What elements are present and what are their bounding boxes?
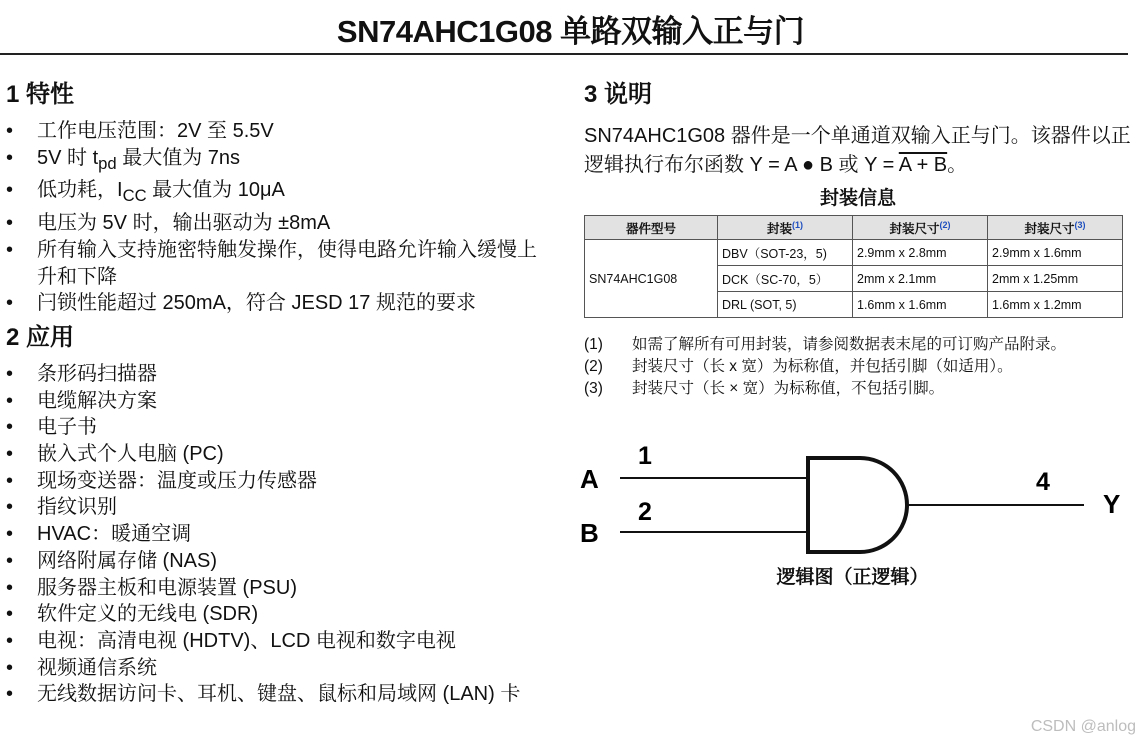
part-number-cell: SN74AHC1G08 xyxy=(585,240,718,318)
left-column xyxy=(6,78,546,712)
table-cell: 2mm x 1.25mm xyxy=(988,266,1123,292)
application-item: • 现场变送器：温度或压力传感器 xyxy=(6,468,546,495)
features-list xyxy=(6,118,546,317)
feature-item: • 闩锁性能超过 250mA，符合 JESD 17 规范的要求 xyxy=(6,290,546,317)
table-cell: 1.6mm x 1.2mm xyxy=(988,292,1123,318)
table-cell: 1.6mm x 1.6mm xyxy=(853,292,988,318)
diagram-caption: 逻辑图（正逻辑） xyxy=(776,567,929,588)
application-item: • 条形码扫描器 xyxy=(6,361,546,388)
overline-expression: A + B xyxy=(898,154,948,176)
header-body-size: 封装尺寸$^{(3)}$ xyxy=(988,216,1123,240)
input-b-label: B xyxy=(580,518,599,548)
description-body: SN74AHC1G08 器件是一个单通道双输入正与门。该器件以正逻辑执行布尔函数 Y = A ● B 或 Y = xyxy=(584,125,1131,176)
table-cell: 2.9mm x 2.8mm xyxy=(853,240,988,266)
application-item: • 网络附属存储 (NAS) xyxy=(6,548,546,575)
table-note: (2) 封装尺寸（长 x 宽）为标称值，并包括引脚（如适用）。 xyxy=(584,358,1013,375)
table-header-row xyxy=(585,216,1123,240)
table-note: (3) 封装尺寸（长 × 宽）为标称值，不包括引脚。 xyxy=(584,380,945,397)
application-item: • 指纹识别 xyxy=(6,494,546,521)
application-item: • 电缆解决方案 xyxy=(6,388,546,415)
applications-heading: 2 应用 xyxy=(6,323,75,351)
table-cell: DRL (SOT, 5) xyxy=(718,292,853,318)
application-item: • 服务器主板和电源装置 (PSU) xyxy=(6,575,546,602)
table-note: (1) 如需了解所有可用封装，请参阅数据表末尾的可订购产品附录。 xyxy=(584,336,1067,353)
table-cell: DBV（SOT-23，5) xyxy=(718,240,853,266)
application-item: • 软件定义的无线电 (SDR) xyxy=(6,601,546,628)
application-item: • 无线数据访问卡、耳机、键盘、鼠标和局域网 (LAN) 卡 xyxy=(6,681,546,708)
description-text xyxy=(584,122,1132,180)
header-package: 封装$^{(1)}$ xyxy=(718,216,853,240)
features-heading: 1 特性 xyxy=(6,81,75,108)
header-part-number: 器件型号 xyxy=(585,216,718,240)
title-divider xyxy=(0,53,1128,55)
pin-2-label: 2 xyxy=(638,498,652,526)
table-notes xyxy=(584,334,1132,400)
input-a-label: A xyxy=(580,464,599,494)
feature-item: • 低功耗，$I_{CC}$ 最大值为 10μA xyxy=(6,177,546,210)
description-end: 。 xyxy=(947,154,968,176)
application-item: • 嵌入式个人电脑 (PC) xyxy=(6,441,546,468)
table-cell: DCK（SC-70，5） xyxy=(718,266,853,292)
application-item: • 电子书 xyxy=(6,414,546,441)
package-table-title: 封装信息 xyxy=(819,188,896,209)
table-row xyxy=(585,240,1123,266)
watermark: CSDN @anlog xyxy=(1030,718,1136,735)
feature-item: • 电压为 5V 时，输出驱动为 ±8mA xyxy=(6,210,546,237)
feature-item: • 5V 时 $t_{pd}$ 最大值为 7ns xyxy=(6,145,546,178)
applications-list xyxy=(6,361,546,708)
feature-item: • 工作电压范围：2V 至 5.5V xyxy=(6,118,546,145)
header-package-size: 封装尺寸$^{(2)}$ xyxy=(853,216,988,240)
application-item: • HVAC：暖通空调 xyxy=(6,521,546,548)
page-title: SN74AHC1G08 单路双输入正与门 xyxy=(336,14,805,49)
pin-4-label: 4 xyxy=(1036,468,1050,496)
description-heading: 3 说明 xyxy=(584,81,653,108)
right-column xyxy=(584,78,1132,400)
package-table xyxy=(584,215,1123,318)
feature-item: • 所有输入支持施密特触发操作，使得电路允许输入缓慢上升和下降 xyxy=(6,237,546,290)
application-item: • 电视：高清电视 (HDTV)、LCD 电视和数字电视 xyxy=(6,628,546,655)
pin-1-label: 1 xyxy=(638,442,652,470)
and-gate-symbol xyxy=(808,458,907,552)
table-cell: 2mm x 2.1mm xyxy=(853,266,988,292)
table-cell: 2.9mm x 1.6mm xyxy=(988,240,1123,266)
application-item: • 视频通信系统 xyxy=(6,655,546,682)
and-gate-diagram xyxy=(576,436,1136,556)
output-y-label: Y xyxy=(1103,489,1121,519)
